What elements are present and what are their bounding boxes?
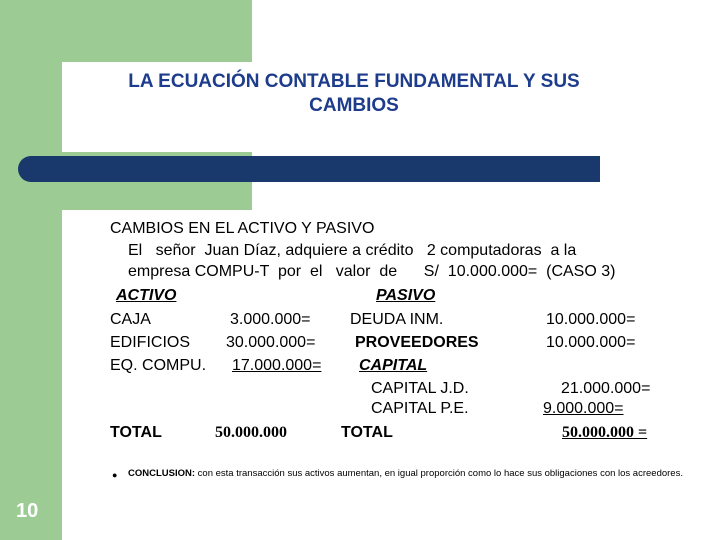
activo-row-label: EQ. COMPU. (110, 357, 207, 374)
capital-row-value: 9.000.000= (543, 400, 624, 417)
capital-row-value: 21.000.000= (561, 380, 651, 397)
capital-row-label: CAPITAL P.E. (371, 400, 469, 417)
intro-line-1: El señor Juan Díaz, adquiere a crédito 2 computadoras a la (128, 242, 577, 259)
pasivo-row-value: 10.000.000= (546, 311, 636, 328)
capital-row-label: CAPITAL J.D. (371, 380, 469, 397)
activo-total-value: 50.000.000 (215, 424, 287, 441)
green-side-strip (0, 210, 62, 540)
activo-total-label: TOTAL (110, 424, 162, 441)
activo-row-value: 17.000.000= (232, 357, 322, 374)
pasivo-total-label: TOTAL (341, 424, 393, 441)
activo-row-value: 30.000.000= (226, 334, 316, 351)
pasivo-row-label: DEUDA INM. (350, 311, 444, 328)
conclusion-label: CONCLUSION: (128, 468, 196, 479)
subtitle: CAMBIOS EN EL ACTIVO Y PASIVO (110, 220, 375, 237)
pasivo-row-label: PROVEEDORES (355, 334, 479, 351)
pasivo-heading: PASIVO (376, 287, 436, 304)
activo-row-label: EDIFICIOS (110, 334, 191, 351)
conclusion-text (128, 468, 688, 480)
pasivo-total-value: 50.000.000 = (562, 424, 648, 441)
activo-row-label: CAJA (110, 311, 151, 328)
pasivo-row-value: 10.000.000= (546, 334, 636, 351)
decorative-bar (18, 156, 600, 182)
bullet-icon: ● (112, 470, 118, 480)
page-number: 10 (16, 500, 39, 522)
slide-title (62, 70, 646, 118)
slide-title-line2: CAMBIOS (309, 95, 399, 116)
conclusion-body: con esta transacción sus activos aumentan, en igual proporción como lo hace sus obligaciones con los acreedores. (195, 468, 683, 479)
capital-heading: CAPITAL (359, 357, 428, 374)
intro-line-2: empresa COMPU-T por el valor de S/ 10.000.000= (CASO 3) (128, 263, 616, 280)
activo-row-value: 3.000.000= (230, 311, 311, 328)
activo-heading: ACTIVO (116, 287, 177, 304)
slide-title-line1: LA ECUACIÓN CONTABLE FUNDAMENTAL Y SUS (128, 71, 580, 92)
